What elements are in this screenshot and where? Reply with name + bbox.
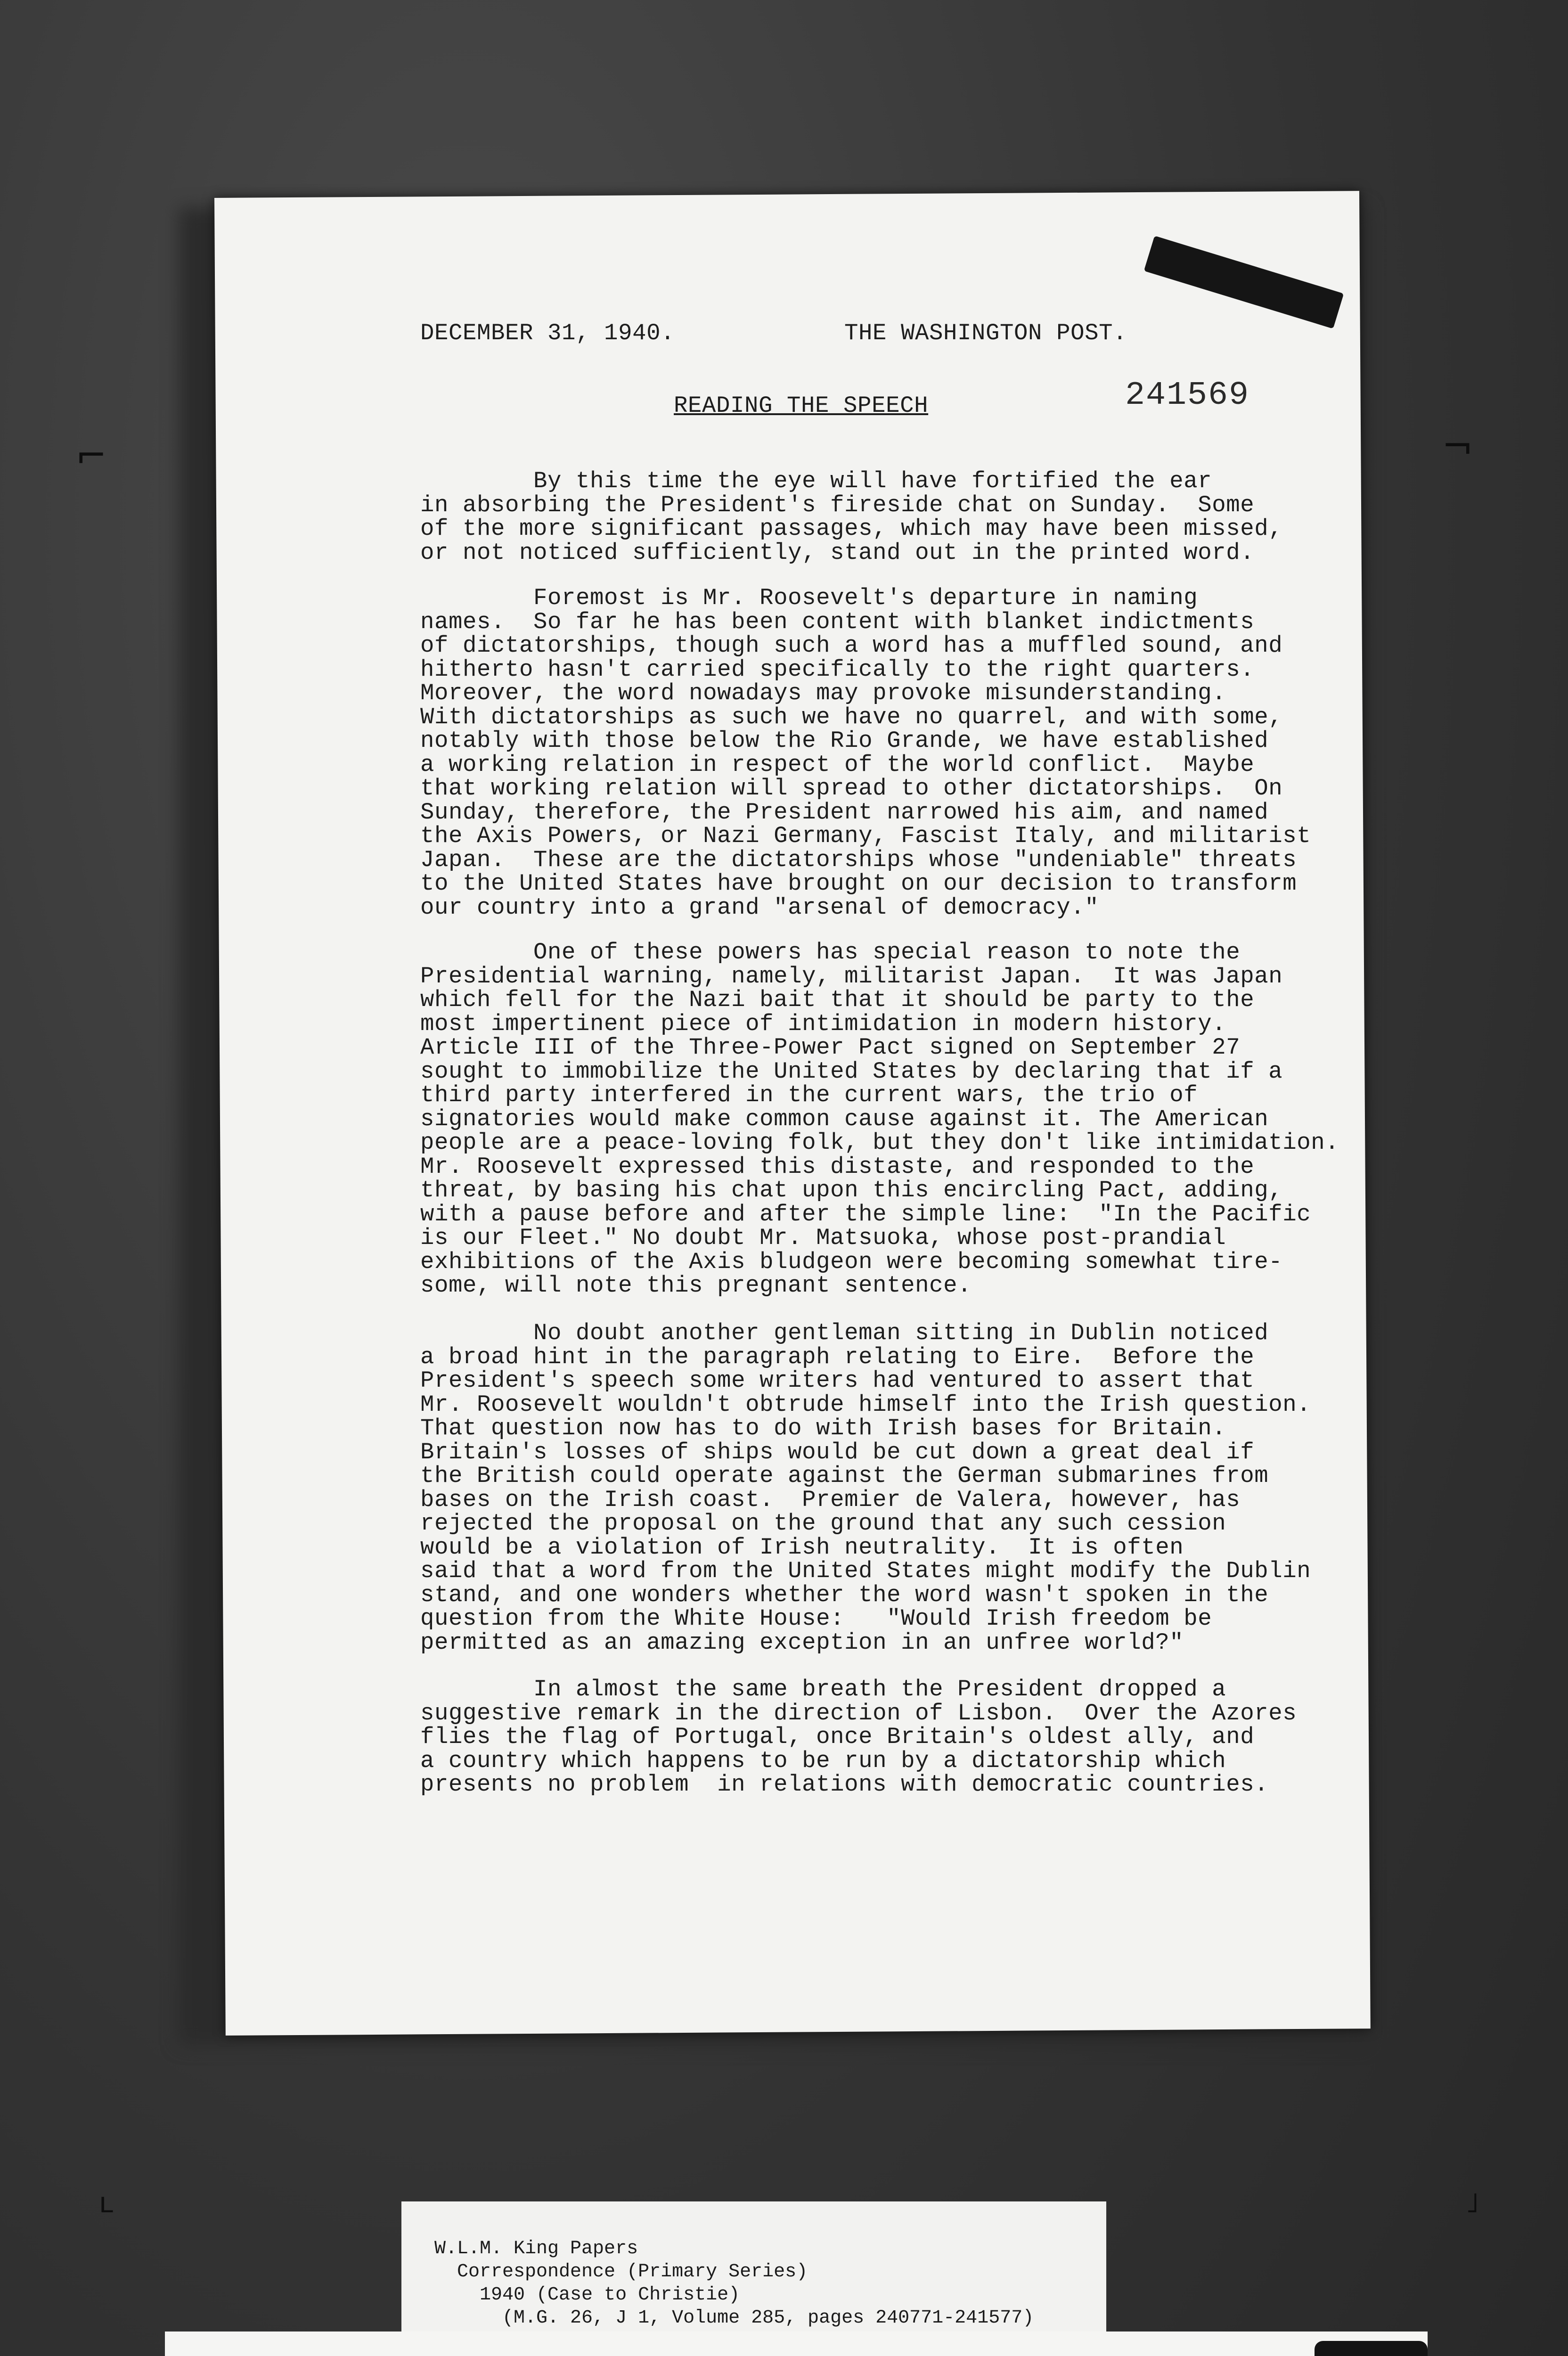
paragraph-5 (420, 1677, 1297, 1797)
text-line: that working relation will spread to other dictatorships. On (420, 775, 1283, 802)
text-line: a broad hint in the paragraph relating to Eire. Before the (420, 1343, 1255, 1370)
paragraph-4 (420, 1321, 1311, 1654)
document-date: DECEMBER 31, 1940. (420, 320, 675, 346)
text-line: hitherto hasn't carried specifically to the right quarters. (420, 656, 1255, 683)
text-line: President's speech some writers had ventured to assert that (420, 1367, 1255, 1394)
finding-aid-line: 1940 (Case to Christie) (434, 2284, 740, 2306)
text-line: permitted as an amazing exception in an unfree world?" (420, 1629, 1184, 1656)
text-line: a country which happens to be run by a dictatorship which (420, 1747, 1226, 1774)
text-line: most impertinent piece of intimidation in modern history. (420, 1010, 1226, 1037)
finding-aid-card (401, 2201, 1106, 2338)
finding-aid-line: (M.G. 26, J 1, Volume 285, pages 240771-241577) (434, 2307, 1034, 2329)
text-line: or not noticed sufficiently, stand out in the printed word. (420, 539, 1255, 566)
crop-mark-right: ¬ (1442, 424, 1474, 468)
text-line: of the more significant passages, which may have been missed, (420, 515, 1283, 542)
text-line: No doubt another gentleman sitting in Dublin noticed (420, 1320, 1269, 1346)
paragraph-2 (420, 586, 1311, 919)
text-line: rejected the proposal on the ground that any such cession (420, 1510, 1226, 1537)
text-line: in absorbing the President's fireside chat on Sunday. Some (420, 491, 1255, 518)
text-line: Presidential warning, namely, militarist Japan. It was Japan (420, 963, 1283, 990)
text-line: That question now has to do with Irish bases for Britain. (420, 1415, 1226, 1441)
text-line: names. So far he has been content with blanket indictments (420, 608, 1255, 635)
text-line: Mr. Roosevelt wouldn't obtrude himself into the Irish question. (420, 1391, 1311, 1418)
corner-mark-left: ʟ (99, 2186, 114, 2219)
finding-aid-text (434, 2237, 1034, 2330)
document-title: READING THE SPEECH (674, 393, 929, 419)
text-line: a working relation in respect of the world conflict. Maybe (420, 751, 1255, 778)
text-line: Britain's losses of ships would be cut down a great deal if (420, 1439, 1255, 1465)
text-line: bases on the Irish coast. Premier de Valera, however, has (420, 1486, 1241, 1513)
publication-name: THE WASHINGTON POST. (844, 320, 1127, 346)
finding-aid-line: Correspondence (Primary Series) (434, 2261, 808, 2282)
paragraph-3 (420, 941, 1339, 1298)
text-line: stand, and one wonders whether the word wasn't spoken in the (420, 1581, 1269, 1608)
text-line: to the United States have brought on our decision to transform (420, 870, 1297, 897)
text-line: is our Fleet." No doubt Mr. Matsuoka, whose post-prandial (420, 1225, 1226, 1251)
text-line: of dictatorships, though such a word has a muffled sound, and (420, 632, 1283, 659)
archives-banner (165, 2331, 1428, 2356)
text-line: Article III of the Three-Power Pact signed on September 27 (420, 1034, 1241, 1061)
text-line: threat, by basing his chat upon this encircling Pact, adding, (420, 1177, 1283, 1203)
text-line: With dictatorships as such we have no quarrel, and with some, (420, 704, 1283, 730)
text-line: which fell for the Nazi bait that it should be party to the (420, 987, 1255, 1013)
text-line: would be a violation of Irish neutrality. It is often (420, 1534, 1184, 1561)
text-line: the British could operate against the German submarines from (420, 1463, 1269, 1489)
text-line: people are a peace-loving folk, but they don't like intimidation. (420, 1129, 1339, 1156)
archives-logo (1315, 2341, 1428, 2356)
text-line: In almost the same breath the President dropped a (420, 1676, 1226, 1702)
text-line: exhibitions of the Axis bludgeon were becoming somewhat tire- (420, 1248, 1283, 1275)
text-line: third party interfered in the current wars, the trio of (420, 1082, 1198, 1108)
text-line: Moreover, the word nowadays may provoke misunderstanding. (420, 680, 1226, 706)
finding-aid-line: W.L.M. King Papers (434, 2238, 638, 2259)
text-line: Sunday, therefore, the President narrowed his aim, and named (420, 799, 1269, 826)
text-line: said that a word from the United States might modify the Dublin (420, 1558, 1311, 1584)
text-line: notably with those below the Rio Grande, we have established (420, 728, 1269, 754)
text-line: with a pause before and after the simple line: "In the Pacific (420, 1201, 1311, 1227)
text-line: flies the flag of Portugal, once Britain's oldest ally, and (420, 1724, 1255, 1750)
crop-mark-left: ⌐ (75, 434, 107, 477)
paragraph-1 (420, 469, 1282, 564)
text-line: One of these powers has special reason to note the (420, 939, 1241, 965)
text-line: sought to immobilize the United States by declaring that if a (420, 1058, 1283, 1085)
text-line: presents no problem in relations with democratic countries. (420, 1771, 1269, 1798)
text-line: By this time the eye will have fortified the ear (420, 468, 1212, 494)
text-line: Japan. These are the dictatorships whose "undeniable" threats (420, 846, 1297, 873)
text-line: signatories would make common cause against it. The American (420, 1105, 1269, 1132)
text-line: Mr. Roosevelt expressed this distaste, and responded to the (420, 1153, 1255, 1180)
reference-number: 241569 (1125, 377, 1250, 414)
text-line: question from the White House: "Would Irish freedom be (420, 1605, 1212, 1632)
text-line: the Axis Powers, or Nazi Germany, Fascist Italy, and militarist (420, 823, 1311, 849)
text-line: some, will note this pregnant sentence. (420, 1272, 972, 1299)
text-line: suggestive remark in the direction of Lisbon. Over the Azores (420, 1700, 1297, 1726)
text-line: Foremost is Mr. Roosevelt's departure in naming (420, 585, 1198, 611)
text-line: our country into a grand "arsenal of democracy." (420, 894, 1099, 921)
corner-mark-right: ˩ (1465, 2186, 1479, 2219)
